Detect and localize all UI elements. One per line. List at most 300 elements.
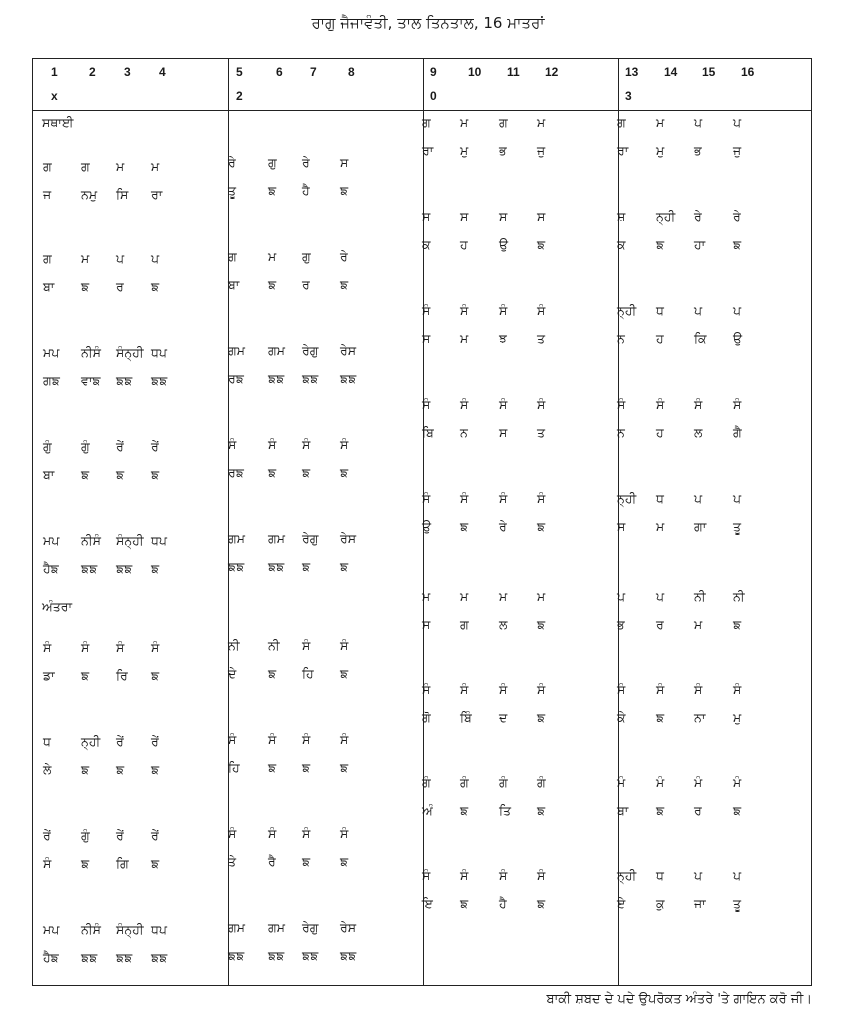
bol-syllable: ਬਿੰ xyxy=(460,710,472,725)
swara-row xyxy=(33,491,813,507)
bol-syllable: ਬਾ xyxy=(43,467,55,482)
swara-note: ਸੰ xyxy=(302,826,311,841)
bol-syllable: ਜੁ xyxy=(733,143,742,158)
swara-note: ਪ xyxy=(116,251,125,266)
beat-number: 16 xyxy=(741,65,755,79)
swara-note: ਗੁੰ xyxy=(81,828,90,843)
bol-syllable: ਲ xyxy=(694,425,703,440)
bol-syllable: ਙਙ xyxy=(116,561,133,576)
bol-syllable: ਙ xyxy=(302,465,311,480)
swara-note: ਸ xyxy=(499,209,508,224)
swara-note: ਸੰ xyxy=(268,732,277,747)
bol-syllable: ਹੈਙ xyxy=(43,561,59,576)
bol-syllable: ਕਿ xyxy=(694,331,707,346)
swara-row xyxy=(33,638,813,654)
bol-syllable: ਮੁ xyxy=(733,710,742,725)
beat-number: 14 xyxy=(664,65,678,79)
swara-note: ਸੰ xyxy=(460,868,469,883)
swara-note: ਪ xyxy=(733,115,742,130)
bol-syllable: ਭ xyxy=(617,617,625,632)
bol-syllable: ਤੇ xyxy=(228,854,237,869)
footer-note: ਬਾਕੀ ਸ਼ਬਦ ਦੇ ਪਦੇ ਉਪਰੋਕਤ ਅੰਤਰੇ 'ਤੇ ਗਾਇਨ ਕਰੋ ਜੀ। xyxy=(546,992,812,1007)
bol-syllable: ਤ xyxy=(537,425,546,440)
swara-row xyxy=(33,397,813,413)
bol-syllable: ਙ xyxy=(151,856,160,871)
swara-note: ਗਮ xyxy=(228,920,245,935)
section-label-sthai: ਸਥਾਈ xyxy=(42,115,74,130)
bol-syllable: ਮੁ xyxy=(656,143,665,158)
bol-syllable: ਙ xyxy=(537,896,546,911)
swara-note: ਸੰ xyxy=(733,397,742,412)
swara-row xyxy=(33,589,813,605)
bol-syllable: ਙ xyxy=(537,710,546,725)
swara-note: ਸ਼ xyxy=(617,209,626,224)
swara-note: ਰੇਸ xyxy=(340,531,357,546)
beat-number: 7 xyxy=(310,65,317,79)
swara-note: ਮਪ xyxy=(43,345,60,360)
swara-note: ਸੰ xyxy=(460,397,469,412)
swara-note: ਗੰ xyxy=(499,775,508,790)
bol-syllable: ਹਿ xyxy=(302,666,314,681)
swara-note: ਗੁ xyxy=(268,155,277,170)
bol-row xyxy=(33,465,813,481)
bol-syllable: ਙਙ xyxy=(268,948,285,963)
bol-syllable: ਉ xyxy=(733,331,743,346)
tala-marker: x xyxy=(51,89,58,103)
bol-syllable: ਙ xyxy=(460,519,469,534)
swara-note: ਰੇਸ xyxy=(340,920,357,935)
bol-syllable: ਬਿ xyxy=(422,425,434,440)
bol-syllable: ਙਙ xyxy=(268,371,285,386)
bol-syllable: ਲ xyxy=(499,617,508,632)
swara-note: ਸੰ xyxy=(499,491,508,506)
bol-syllable: ਰੇ xyxy=(499,519,507,534)
swara-note: ਨੀ xyxy=(694,589,706,604)
bol-syllable: ਹਾ xyxy=(694,237,706,252)
bol-syllable: ਹੈਙ xyxy=(43,950,59,965)
bol-syllable: ਸ xyxy=(422,331,431,346)
bol-row xyxy=(33,803,813,819)
swara-note: ਨੀਸੰ xyxy=(81,533,101,548)
bol-row xyxy=(33,710,813,726)
beat-number: 11 xyxy=(507,65,520,79)
bol-syllable: ਙ xyxy=(116,467,125,482)
bol-syllable: ਮੁ xyxy=(460,143,469,158)
swara-note: ਪ xyxy=(694,491,703,506)
bol-syllable: ਦ xyxy=(499,710,508,725)
bol-syllable: ਙਙ xyxy=(302,948,319,963)
bol-syllable: ਙ xyxy=(81,279,90,294)
swara-note: ਗ xyxy=(43,251,52,266)
swara-note: ਸੰ xyxy=(340,437,349,452)
swara-note: ਸ xyxy=(422,209,431,224)
bol-syllable: ਜਾ xyxy=(694,896,706,911)
swara-note: ਪ xyxy=(656,589,665,604)
bol-syllable: ਙ xyxy=(268,277,277,292)
bol-syllable: ਸਿ xyxy=(116,187,129,202)
swara-note: ਸੰ xyxy=(340,732,349,747)
bol-syllable: ਤ xyxy=(537,331,546,346)
bol-syllable: ਙ xyxy=(81,762,90,777)
swara-note: ਸੰ xyxy=(733,682,742,697)
swara-note: ਸ xyxy=(340,155,349,170)
swara-row xyxy=(33,868,813,884)
swara-note: ਗ xyxy=(43,159,52,174)
page-title: ਰਾਗੁ ਜੈਜਾਵੰਤੀ, ਤਾਲ ਤਿਨਤਾਲ, 16 ਮਾਤਰਾਂ xyxy=(311,14,545,32)
bol-syllable: ਰ xyxy=(694,803,702,818)
bol-syllable: ਰਾ xyxy=(617,143,629,158)
bol-syllable: ਙ xyxy=(302,559,311,574)
swara-note: ਸੰ xyxy=(228,826,237,841)
swara-note: ਨੀਸੰ xyxy=(81,345,101,360)
bol-syllable: ਙ xyxy=(460,896,469,911)
swara-note: ਗਮ xyxy=(228,531,245,546)
swara-note: ਸੰ xyxy=(43,640,52,655)
bol-row xyxy=(33,559,813,575)
swara-row xyxy=(33,775,813,791)
bol-syllable: ਙ xyxy=(81,668,90,683)
bol-syllable: ਙ xyxy=(537,617,546,632)
bol-syllable: ਰ xyxy=(656,617,664,632)
bol-syllable: ਙ xyxy=(656,710,665,725)
swara-note: ਰੇ xyxy=(302,155,310,170)
bol-syllable: ਨ xyxy=(460,425,468,440)
bol-syllable: ਤੂ xyxy=(733,896,742,911)
swara-note: ਸੰ xyxy=(617,682,626,697)
swara-note: ਸੰ xyxy=(694,397,703,412)
swara-note: ਸੰ xyxy=(228,732,237,747)
bol-syllable: ਰੈ xyxy=(268,854,276,869)
bol-row xyxy=(33,371,813,387)
swara-note: ਗਮ xyxy=(268,343,285,358)
bol-syllable: ਙ xyxy=(81,856,90,871)
swara-note: ਪ xyxy=(694,115,703,130)
swara-note: ਸੰ xyxy=(656,682,665,697)
beat-number: 6 xyxy=(276,65,283,79)
swara-row xyxy=(33,115,813,131)
bol-syllable: ਬਾ xyxy=(43,279,55,294)
bol-syllable: ਏ xyxy=(617,896,626,911)
beat-number: 2 xyxy=(89,65,96,79)
swara-note: ਸੰ xyxy=(499,868,508,883)
swara-note: ਰੇਗੁ xyxy=(302,343,319,358)
bol-syllable: ਹੈ xyxy=(499,896,507,911)
swara-note: ਮਪ xyxy=(43,922,60,937)
swara-note: ਮ xyxy=(151,159,160,174)
bol-row xyxy=(33,425,813,441)
swara-note: ਸੰ xyxy=(537,868,546,883)
swara-note: ਸੰ xyxy=(302,638,311,653)
bol-syllable: ਙਙ xyxy=(268,559,285,574)
bol-row xyxy=(33,948,813,964)
bol-syllable: ਙਙ xyxy=(81,561,98,576)
bol-syllable: ਙ xyxy=(302,760,311,775)
swara-note: ਮ xyxy=(268,249,277,264)
beat-number: 10 xyxy=(468,65,482,79)
swara-note: ਪ xyxy=(694,303,703,318)
bol-syllable: ਙ xyxy=(151,561,160,576)
bol-syllable: ਸ xyxy=(422,617,431,632)
notation-table xyxy=(32,58,812,986)
swara-note: ਗ xyxy=(228,249,237,264)
swara-note: ਗਮ xyxy=(268,531,285,546)
header-divider xyxy=(33,110,811,111)
swara-note: ਸੰ xyxy=(151,640,160,655)
bol-syllable: ਉ xyxy=(422,519,432,534)
swara-note: ਰੇਗੁ xyxy=(302,531,319,546)
swara-note: ਸੰਨ੍ਹੀ xyxy=(116,345,144,360)
bol-syllable: ਰਾ xyxy=(422,143,434,158)
swara-note: ਧ xyxy=(656,491,664,506)
bol-syllable: ਙ xyxy=(151,668,160,683)
swara-note: ਮੰ xyxy=(617,775,626,790)
swara-note: ਪ xyxy=(733,868,742,883)
swara-note: ਸੰ xyxy=(302,437,311,452)
beat-number: 4 xyxy=(159,65,166,79)
swara-note: ਮ xyxy=(537,589,546,604)
swara-note: ਸੰ xyxy=(617,397,626,412)
bol-row xyxy=(33,277,813,293)
swara-note: ਧਪ xyxy=(151,345,167,360)
swara-note: ਰੇਗੁ xyxy=(302,920,319,935)
bol-syllable: ਨ xyxy=(617,331,625,346)
swara-note: ਗੁੰ xyxy=(43,439,52,454)
beat-number: 12 xyxy=(545,65,559,79)
beat-number: 3 xyxy=(124,65,131,79)
swara-note: ਪ xyxy=(733,491,742,506)
swara-note: ਨ੍ਹੀ xyxy=(617,303,637,318)
bol-syllable: ਙ xyxy=(340,854,349,869)
bol-syllable: ਲੇ xyxy=(43,762,52,777)
bol-syllable: ਙਙ xyxy=(228,559,245,574)
swara-note: ਸੰ xyxy=(81,640,90,655)
swara-note: ਗ xyxy=(422,115,431,130)
swara-note: ਗਮ xyxy=(268,920,285,935)
swara-note: ਗੰ xyxy=(460,775,469,790)
swara-note: ਗ xyxy=(617,115,626,130)
swara-note: ਸੰ xyxy=(460,682,469,697)
swara-note: ਨੀ xyxy=(228,638,240,653)
swara-note: ਸੰ xyxy=(422,397,431,412)
swara-note: ਰੇਂ xyxy=(116,734,124,749)
swara-note: ਸ xyxy=(537,209,546,224)
bol-row xyxy=(33,617,813,633)
bol-syllable: ਙ xyxy=(537,519,546,534)
bol-syllable: ਤਿ xyxy=(499,803,512,818)
swara-note: ਪ xyxy=(151,251,160,266)
section-label-antra: ਅੰਤਰਾ xyxy=(42,599,73,614)
swara-note: ਮ xyxy=(422,589,431,604)
swara-note: ਸੰ xyxy=(499,397,508,412)
bol-syllable: ਙ xyxy=(81,467,90,482)
swara-note: ਮ xyxy=(460,115,469,130)
bol-syllable: ਗ xyxy=(460,617,469,632)
bol-syllable: ਵਾਙ xyxy=(81,373,101,388)
bol-syllable: ਕ xyxy=(422,237,431,252)
swara-note: ਸੰ xyxy=(499,682,508,697)
swara-note: ਸੰ xyxy=(460,303,469,318)
bol-syllable: ਮ xyxy=(460,331,469,346)
bol-syllable: ਙ xyxy=(340,559,349,574)
bol-syllable: ਜੁ xyxy=(537,143,546,158)
swara-note: ਰੇਂ xyxy=(151,828,159,843)
swara-note: ਰੇਂ xyxy=(151,734,159,749)
swara-note: ਮ xyxy=(656,115,665,130)
bol-syllable: ਉ xyxy=(499,237,509,252)
bol-syllable: ਤੂ xyxy=(228,183,237,198)
swara-note: ਰੇ xyxy=(694,209,702,224)
bol-syllable: ਙਙ xyxy=(151,373,168,388)
bol-syllable: ਙ xyxy=(268,760,277,775)
bol-syllable: ਙ xyxy=(656,237,665,252)
swara-note: ਮੰ xyxy=(733,775,742,790)
bol-row xyxy=(33,896,813,912)
beat-number: 9 xyxy=(430,65,437,79)
bol-syllable: ਜ xyxy=(43,187,52,202)
bol-syllable: ਙਙ xyxy=(340,371,357,386)
bol-syllable: ਗਙ xyxy=(43,373,60,388)
swara-row xyxy=(33,826,813,842)
bol-syllable: ਬਾ xyxy=(228,277,240,292)
swara-note: ਸੰ xyxy=(268,826,277,841)
swara-note: ਮ xyxy=(116,159,125,174)
bol-syllable: ਡਾ xyxy=(43,668,55,683)
beat-number: 5 xyxy=(236,65,243,79)
swara-row xyxy=(33,920,813,936)
beat-number: 8 xyxy=(348,65,355,79)
swara-note: ਸੰ xyxy=(499,303,508,318)
bol-syllable: ਙਙ xyxy=(228,948,245,963)
bol-syllable: ਙ xyxy=(340,666,349,681)
swara-note: ਧ xyxy=(656,868,664,883)
bol-syllable: ਙਙ xyxy=(151,950,168,965)
bol-row xyxy=(33,237,813,253)
bol-syllable: ਹਿ xyxy=(228,760,240,775)
swara-note: ਸੰ xyxy=(228,437,237,452)
bol-syllable: ਙ xyxy=(537,803,546,818)
bol-syllable: ਙ xyxy=(268,183,277,198)
bol-syllable: ਙਙ xyxy=(116,950,133,965)
swara-note: ਗੁ xyxy=(302,249,311,264)
bol-syllable: ਰ xyxy=(302,277,310,292)
bol-row xyxy=(33,519,813,535)
swara-note: ਸੰ xyxy=(537,397,546,412)
bol-syllable: ਙਙ xyxy=(81,950,98,965)
swara-note: ਰੇਂ xyxy=(116,439,124,454)
bol-syllable: ਙ xyxy=(268,465,277,480)
bol-syllable: ਹੈ xyxy=(302,183,310,198)
bol-syllable: ਙ xyxy=(340,183,349,198)
tala-marker: 2 xyxy=(236,89,243,103)
swara-note: ਸੰ xyxy=(268,437,277,452)
swara-note: ਧ xyxy=(43,734,51,749)
bol-syllable: ਗੈ xyxy=(733,425,742,440)
swara-note: ਸੰ xyxy=(460,491,469,506)
bol-syllable: ਙ xyxy=(268,666,277,681)
bol-syllable: ਇ xyxy=(422,896,433,911)
swara-note: ਨੀ xyxy=(733,589,745,604)
swara-note: ਨ੍ਹੀ xyxy=(617,868,637,883)
bol-syllable: ਭ xyxy=(499,143,507,158)
bol-syllable: ਕੇ xyxy=(617,710,626,725)
swara-note: ਧਪ xyxy=(151,922,167,937)
beat-number: 1 xyxy=(51,65,58,79)
bol-syllable: ਙ xyxy=(656,803,665,818)
swara-note: ਮ xyxy=(537,115,546,130)
swara-note: ਰੇਸ xyxy=(340,343,357,358)
swara-note: ਗੁੰ xyxy=(81,439,90,454)
swara-note: ਗਮ xyxy=(228,343,245,358)
bol-syllable: ਹ xyxy=(656,331,664,346)
bol-syllable: ਸੰ xyxy=(43,856,52,871)
bol-syllable: ਗੋ xyxy=(422,710,431,725)
bol-syllable: ਕ xyxy=(617,237,626,252)
swara-note: ਰੇਂ xyxy=(116,828,124,843)
bol-syllable: ਬਾ xyxy=(617,803,629,818)
bol-syllable: ਰਿ xyxy=(116,668,128,683)
bol-syllable: ਙਙ xyxy=(340,948,357,963)
swara-note: ਸੰ xyxy=(537,491,546,506)
bol-row xyxy=(33,143,813,159)
bol-syllable: ਗਾ xyxy=(694,519,707,534)
bol-syllable: ਙ xyxy=(302,854,311,869)
bol-row xyxy=(33,331,813,347)
bol-syllable: ਙ xyxy=(340,277,349,292)
swara-note: ਸੰ xyxy=(340,638,349,653)
bol-syllable: ਮ xyxy=(656,519,665,534)
swara-note: ਸੰ xyxy=(116,640,125,655)
swara-note: ਨ੍ਹੀ xyxy=(81,734,101,749)
bol-syllable: ਕੁ xyxy=(656,896,665,911)
bol-syllable: ਤੂ xyxy=(733,519,742,534)
swara-note: ਪ xyxy=(617,589,626,604)
bol-syllable: ਙ xyxy=(340,465,349,480)
swara-note: ਰੇ xyxy=(228,155,236,170)
swara-note: ਸੰ xyxy=(422,491,431,506)
bol-syllable: ਦੇ xyxy=(228,666,237,681)
bol-syllable: ਙਙ xyxy=(116,373,133,388)
swara-note: ਰੇਂ xyxy=(43,828,51,843)
swara-note: ਨੀਸੰ xyxy=(81,922,101,937)
bol-syllable: ਨਾ xyxy=(694,710,706,725)
bol-syllable: ਗਿ xyxy=(116,856,129,871)
swara-note: ਨ੍ਹੀ xyxy=(656,209,676,224)
bol-syllable: ਸ xyxy=(617,519,626,534)
swara-note: ਸੰ xyxy=(302,732,311,747)
bol-syllable: ਰਾ xyxy=(151,187,163,202)
swara-note: ਸੰ xyxy=(537,682,546,697)
swara-note: ਸੰ xyxy=(340,826,349,841)
bol-row xyxy=(33,666,813,682)
bol-syllable: ਙ xyxy=(151,279,160,294)
beat-number: 13 xyxy=(625,65,639,79)
swara-note: ਗੰ xyxy=(537,775,546,790)
bol-syllable: ਙ xyxy=(151,467,160,482)
beat-number: 15 xyxy=(702,65,716,79)
swara-note: ਧ xyxy=(656,303,664,318)
swara-note: ਗ xyxy=(499,115,508,130)
bol-row xyxy=(33,760,813,776)
swara-note: ਸੰ xyxy=(537,303,546,318)
bol-syllable: ਙ xyxy=(116,762,125,777)
swara-row xyxy=(33,303,813,319)
swara-note: ਰੇ xyxy=(733,209,741,224)
swara-note: ਗ xyxy=(81,159,90,174)
bol-syllable: ਙਙ xyxy=(302,371,319,386)
bol-syllable: ਰਙ xyxy=(228,465,244,480)
bol-syllable: ਹ xyxy=(460,237,468,252)
swara-note: ਧਪ xyxy=(151,533,167,548)
